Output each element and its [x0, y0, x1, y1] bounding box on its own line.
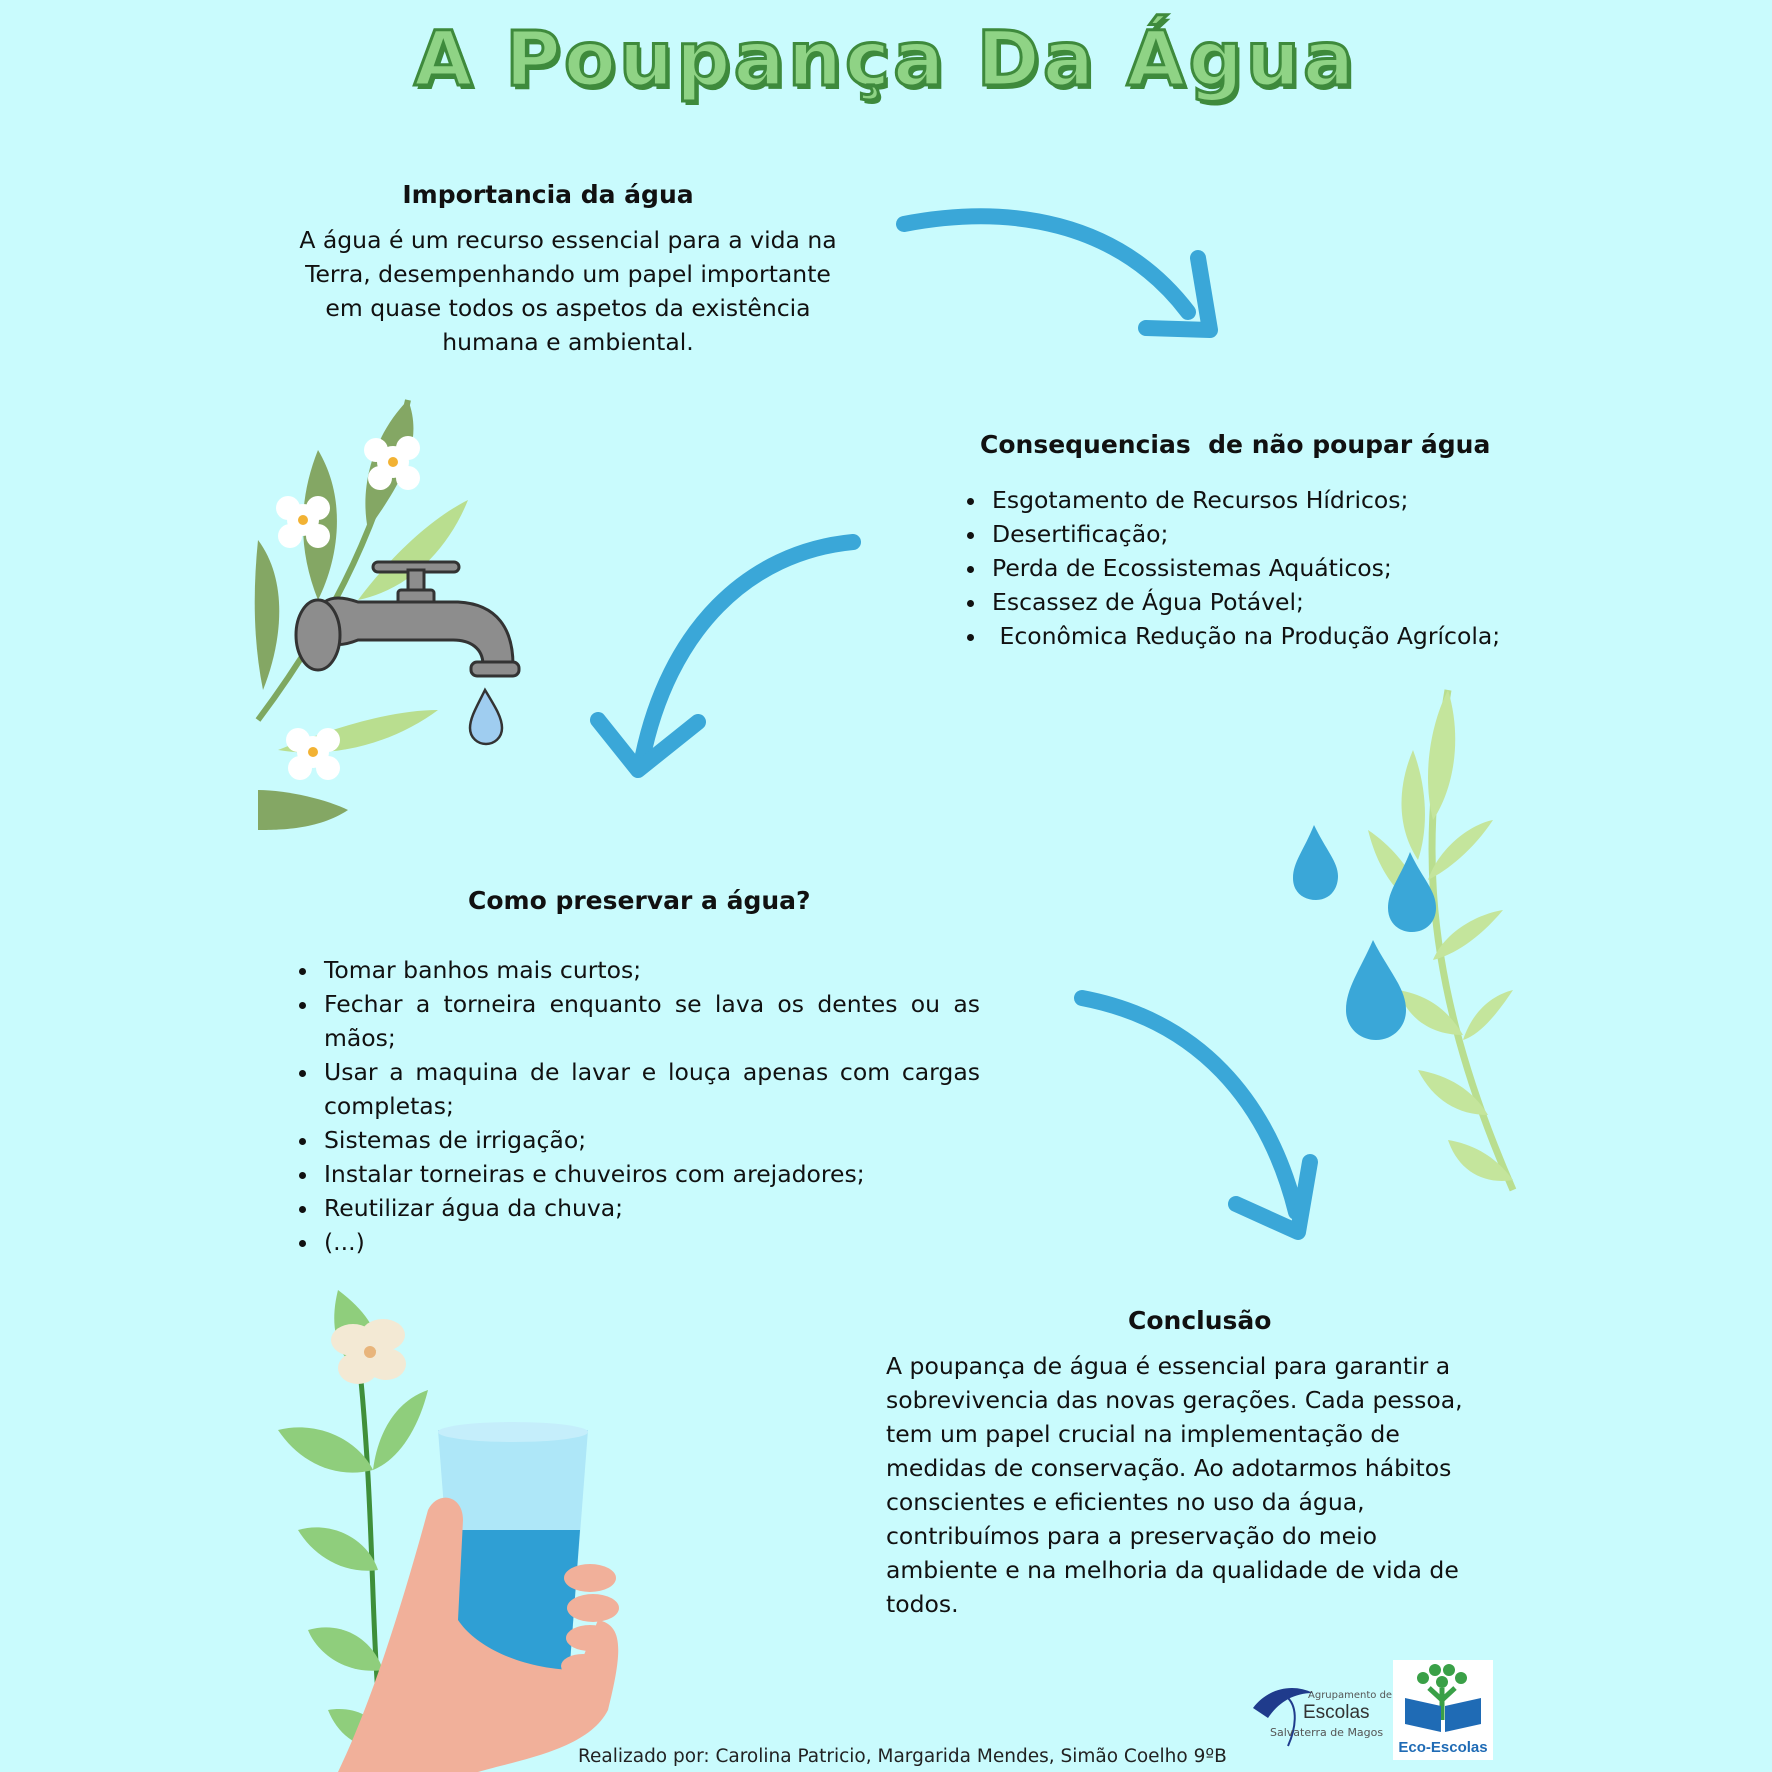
faucet-icon — [296, 562, 519, 676]
list-item: • Esgotamento de Recursos Hídricos; — [988, 483, 1498, 517]
school-logo-line3: Salvaterra de Magos — [1270, 1726, 1384, 1739]
list-item: • Tomar banhos mais curtos; — [320, 953, 980, 987]
curved-arrow-icon — [898, 200, 1218, 350]
conclusion-text: A poupança de água é essencial para garantir a sobrevivencia das novas gerações. Cada pessoa, tem um papel crucial na implementação de medidas de conservação. Ao adotarmos hábitos conscientes e eficientes no uso da água, contribuímos para a preservação do meio ambiente e na melhoria da qualidade de vida de todos. — [886, 1352, 1463, 1618]
list-item: • Escassez de Água Potável; — [988, 585, 1498, 619]
conclusion-section — [886, 1306, 1496, 1621]
consequences-list — [958, 483, 1501, 653]
credits: Realizado por: Carolina Patricio, Margarida Mendes, Simão Coelho 9ºB — [578, 1746, 1227, 1767]
faucet-plant-illustration — [258, 390, 538, 840]
list-item: • Sistemas de irrigação; — [320, 1123, 980, 1157]
list-item: • Reutilizar água da chuva; — [320, 1191, 980, 1225]
leaf-branch-icon — [1368, 690, 1513, 1190]
curved-arrow-icon — [588, 530, 868, 790]
list-item: • (...) — [320, 1225, 980, 1259]
poster — [258, 0, 1513, 1772]
importance-text: A água é um recurso essencial para a vida na Terra, desempenhando um papel importante em quase todos os aspetos da existência humana e ambiental. — [299, 226, 837, 356]
conclusion-heading: Conclusão — [1128, 1306, 1272, 1335]
list-item: • Usar a maquina de lavar e louça apenas com cargas completas; — [320, 1055, 980, 1123]
consequences-heading: Consequencias de não poupar água — [980, 430, 1491, 459]
water-drop-icon — [470, 690, 502, 744]
school-logo — [1248, 1668, 1393, 1758]
list-item: • Desertificação; — [988, 517, 1498, 551]
list-item: • Fechar a torneira enquanto se lava os dentes ou as mãos; — [320, 987, 980, 1055]
preserve-section — [290, 886, 980, 1259]
preserve-heading: Como preservar a água? — [468, 886, 811, 915]
list-item: • Econômica Redução na Produção Agrícola; — [988, 619, 1498, 653]
school-logo-line1: Agrupamento de — [1308, 1690, 1393, 1701]
eco-escolas-label: Eco-Escolas — [1398, 1739, 1488, 1756]
water-glass-hand-illustration — [278, 1290, 618, 1772]
consequences-section — [958, 430, 1501, 653]
importance-section — [298, 180, 838, 359]
list-item: • Instalar torneiras e chuveiros com arejadores; — [320, 1157, 980, 1191]
importance-heading: Importancia da água — [402, 180, 694, 209]
list-item: • Perda de Ecossistemas Aquáticos; — [988, 551, 1498, 585]
tree-book-icon — [1393, 1660, 1493, 1736]
eco-escolas-logo — [1393, 1660, 1493, 1760]
school-logo-line2: Escolas — [1303, 1702, 1370, 1723]
curved-arrow-icon — [1078, 990, 1338, 1250]
preserve-list — [290, 953, 980, 1259]
page-title: A Poupança Da Água — [413, 14, 1358, 103]
flower-icon — [331, 1319, 406, 1384]
